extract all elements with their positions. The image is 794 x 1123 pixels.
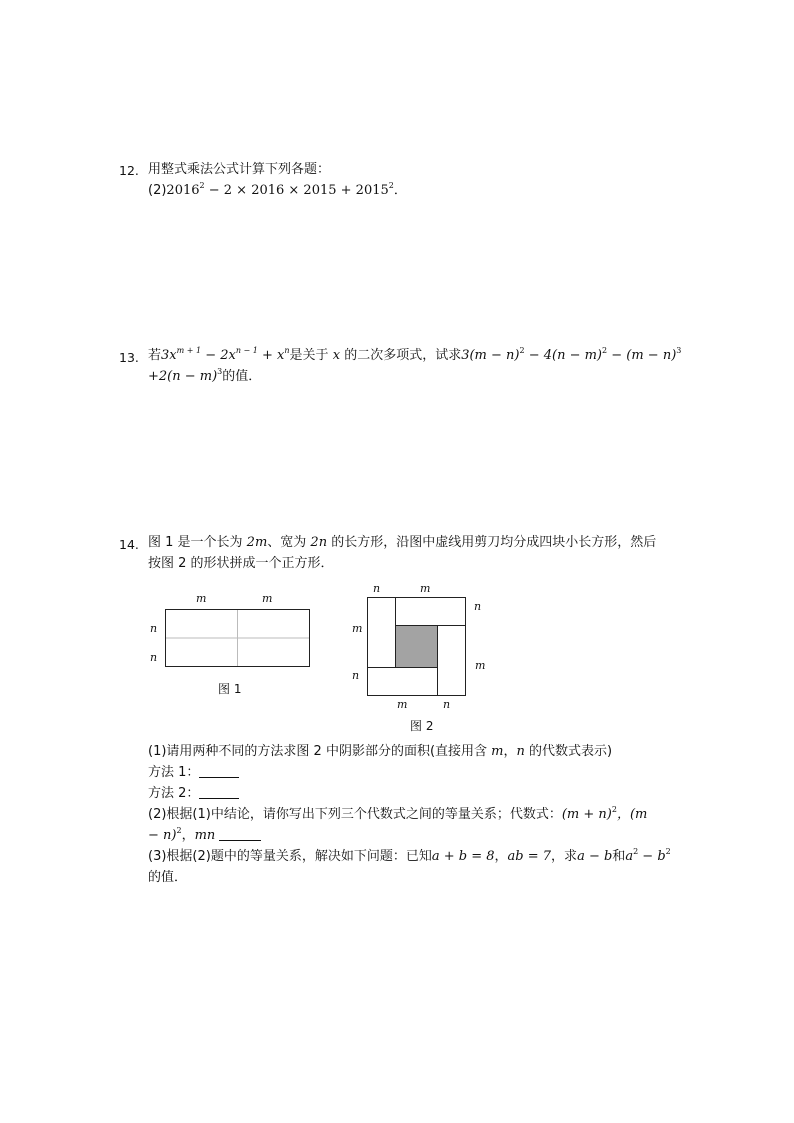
fig1-rectangle <box>165 609 311 669</box>
expr-exponent: 3 <box>676 346 682 355</box>
fig2-bottom-rect <box>368 668 438 696</box>
question-12-prompt: 用整式乘法公式计算下列各题： <box>148 162 331 177</box>
text: ， <box>494 849 508 864</box>
question-13-number: 13. <box>119 350 139 365</box>
text: 的代数式表示) <box>524 744 613 759</box>
expr-term: − 2x <box>201 348 236 363</box>
expr-term: a <box>625 849 634 864</box>
expr-term: − (m − n) <box>607 348 677 363</box>
question-12-number: 12. <box>119 163 139 178</box>
expr-exponent: 2 <box>199 181 205 190</box>
expr-exponent: 2 <box>176 826 182 835</box>
expr-exponent: 2 <box>665 847 671 856</box>
question-13-line-2 <box>148 368 261 386</box>
expr: a + b = 8 <box>431 849 495 864</box>
expr-exponent: 2 <box>519 346 525 355</box>
text: (2)根据(1)中结论，请你写出下列三个代数式之间的等量关系；代数式： <box>148 807 562 822</box>
question-14-number: 14. <box>119 537 139 552</box>
fig2-top-rect <box>396 598 466 626</box>
expr-term: ，(m <box>616 807 648 822</box>
text: (3)根据(2)题中的等量关系，解决如下问题：已知 <box>148 849 432 864</box>
question-12-part-2 <box>148 182 407 200</box>
expr: 2n <box>310 535 328 550</box>
fig1-caption: 图 1 <box>218 682 242 696</box>
expr-exponent: 2 <box>611 805 617 814</box>
expr-exponent: n − 1 <box>235 346 258 355</box>
fig2-shaded-square <box>396 626 438 668</box>
fig2-square <box>367 597 467 697</box>
fig2-caption: 图 2 <box>410 719 434 733</box>
figure-2 <box>350 582 500 732</box>
figure-1 <box>150 590 320 700</box>
expr-exponent: 3 <box>217 367 223 376</box>
text: ，求 <box>551 849 578 864</box>
expr-exponent: 2 <box>602 346 608 355</box>
expr-term: +2(n − m) <box>148 369 218 384</box>
question-14-part-3-line-1 <box>148 848 671 866</box>
text: 和 <box>612 849 626 864</box>
fig2-left-label-m: m <box>352 622 363 635</box>
method-1-answer-blank[interactable] <box>199 765 239 778</box>
question-14-part-2-line-2 <box>148 827 261 845</box>
method-1-row <box>148 764 239 782</box>
expr-term: − n) <box>148 828 177 843</box>
expr-exponent: n <box>284 346 290 355</box>
expr: ab = 7 <box>507 849 552 864</box>
expr-exponent: 2 <box>633 847 639 856</box>
text: ， <box>503 744 517 759</box>
fig2-left-rect <box>368 598 396 668</box>
question-14-part-2-line-1 <box>148 806 647 824</box>
method-2-label: 方法 2： <box>148 786 200 801</box>
method-2-row <box>148 785 239 803</box>
variable: n <box>516 744 525 759</box>
expr-exponent: m + 1 <box>176 346 202 355</box>
part-label: (2) <box>148 183 167 198</box>
expr-term: + x <box>257 348 285 363</box>
text: (1)请用两种不同的方法求图 2 中阴影部分的面积(直接用含 <box>148 744 492 759</box>
part-2-answer-blank[interactable] <box>219 828 261 841</box>
method-1-label: 方法 1： <box>148 765 200 780</box>
question-14-part-1 <box>148 743 612 761</box>
text: 图 1 是一个长为 <box>148 535 247 550</box>
text: 若 <box>148 348 162 363</box>
expr-period: ． <box>393 183 407 198</box>
question-14-line-2: 按图 2 的形状拼成一个正方形． <box>148 556 334 571</box>
expr-term: − 2 × 2016 × 2015 + 2015 <box>204 183 389 198</box>
expr: a − b <box>577 849 613 864</box>
text: 、宽为 <box>267 535 311 550</box>
expr-term: (m + n) <box>561 807 612 822</box>
fig1-left-label-1: n <box>150 622 158 635</box>
text: 的值． <box>222 369 262 384</box>
fig2-right-rect <box>438 626 466 696</box>
text: ， <box>181 828 195 843</box>
expr-term: 2016 <box>166 183 200 198</box>
expr-term: − b <box>638 849 666 864</box>
question-14-line-1 <box>148 534 656 552</box>
method-2-answer-blank[interactable] <box>199 786 239 799</box>
expr: 2m <box>246 535 268 550</box>
question-13-line-1 <box>148 347 681 365</box>
text: 的长方形，沿图中虚线用剪刀均分成四块小长方形，然后 <box>327 535 657 550</box>
expr-term: 3x <box>161 348 177 363</box>
fig2-right-label-n: n <box>474 600 482 613</box>
variable: x <box>332 348 341 363</box>
fig1-top-label-2: m <box>262 592 273 605</box>
expr-term: mn <box>194 828 216 843</box>
fig2-bottom-label-n: n <box>443 698 451 711</box>
fig2-right-label-m: m <box>475 659 486 672</box>
variable: m <box>491 744 504 759</box>
fig2-top-label-m: m <box>420 582 431 595</box>
text: 的二次多项式，试求 <box>344 348 462 363</box>
fig2-left-label-n: n <box>352 669 360 682</box>
expr-term: − 4(n − m) <box>524 348 603 363</box>
fig2-bottom-label-m: m <box>397 698 408 711</box>
expr-exponent: 2 <box>388 181 394 190</box>
fig1-left-label-2: n <box>150 651 158 664</box>
fig2-top-label-n: n <box>373 582 381 595</box>
fig1-top-label-1: m <box>196 592 207 605</box>
question-14-part-3-line-2: 的值． <box>148 870 188 885</box>
expr-term: 3(m − n) <box>461 348 520 363</box>
text: 是关于 <box>289 348 329 363</box>
